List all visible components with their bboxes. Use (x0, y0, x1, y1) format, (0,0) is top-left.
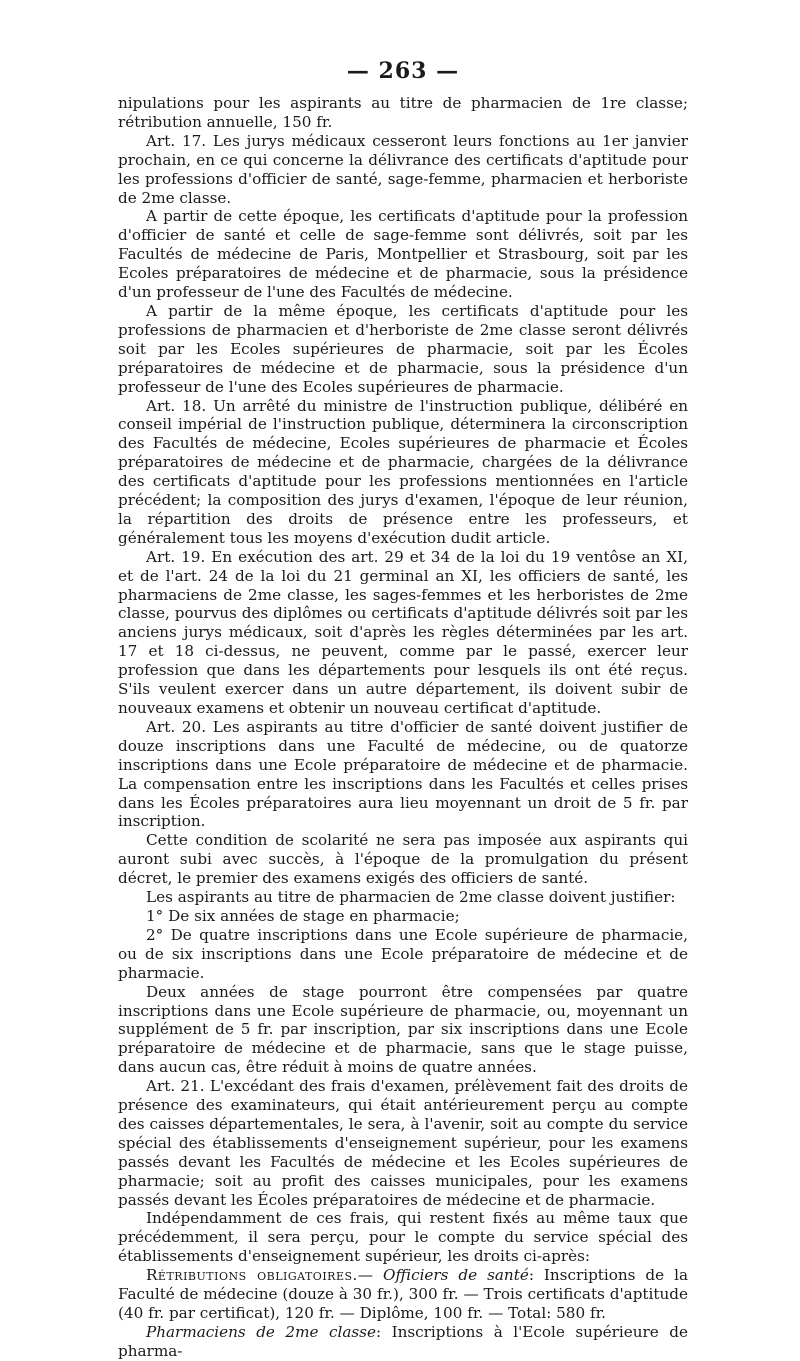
paragraph: 1° De six années de stage en pharmacie; (146, 906, 460, 925)
pharmaciens-text: : Inscriptions à l'Ecole supérieure de pharma- (118, 1322, 689, 1360)
body-text (118, 94, 688, 1361)
paragraph: nipulations pour les aspirants au titre de pharmacien de 1re classe; rétribution annuelle, 150 fr. (118, 94, 688, 131)
paragraph: Deux années de stage pourront être compensées par quatre inscriptions dans une Ecole supérieure de pharmacie, ou, moyennant un supplément de 5 fr. par inscription, par six inscriptions dans une Ecole préparatoire de médecine et de pharmacie, sans que le stage puisse, dans aucun cas, être réduit à moins de quatre années. (118, 982, 688, 1077)
retributions-paragraph (118, 1266, 688, 1323)
paragraph: A partir de la même époque, les certificats d'aptitude pour les professions de pharmacien et d'herboriste de 2me classe seront délivrés soit par les Ecoles supérieures de pharmacie, soit par les Écoles préparatoires de médecine et de pharmacie, sous la présidence d'un professeur de l'une des Ecoles supérieures de pharmacie. (118, 301, 688, 396)
pharmaciens-label: Pharmaciens de 2me classe (146, 1322, 376, 1341)
paragraph: Art. 18. Un arrêté du ministre de l'instruction publique, délibéré en conseil impérial de l'instruction publique, déterminera la circonscription des Facultés de médecine, Ecoles supérieures de pharmacie et Écoles préparatoires de médecine et de pharmacie, chargées de la délivrance des certificats d'aptitude pour les professions mentionnées en l'article précédent; la composition des jurys d'examen, l'époque de leur réunion, la répartition des droits de présence entre les professeurs, et généralement tous les moyens d'exécution dudit article. (118, 396, 688, 547)
paragraph: Art. 21. L'excédant des frais d'examen, prélèvement fait des droits de présence des examinateurs, qui était antérieurement perçu au compte des caisses départementales, le sera, à l'avenir, soit au compte du service spécial des établissements d'enseignement supérieur, pour les examens passés devant les Facultés de médecine et les Ecoles supérieures de pharmacie; soit au profit des caisses municipales, pour les examens passés devant les Écoles préparatoires de médecine et de pharmacie. (118, 1077, 688, 1209)
page-number: — 263 — (346, 58, 460, 84)
paragraph: Les aspirants au titre de pharmacien de 2me classe doivent justifier: (146, 888, 676, 907)
paragraph: Art. 19. En exécution des art. 29 et 34 de la loi du 19 ventôse an XI, et de l'art. 24 de la loi du 21 germinal an XI, les officiers de santé, les pharmaciens de 2me classe, les sages-femmes et les herboristes de 2me classe, pourvus des diplômes ou certificats d'aptitude délivrés soit par les anciens jurys médicaux, soit d'après les règles déterminées par les art. 17 et 18 ci-dessus, ne peuvent, comme par le passé, exercer leur profession que dans les départements pour lesquels ils ont été reçus. S'ils veulent exercer dans un autre département, ils doivent subir de nouveaux examens et obtenir un nouveau certificat d'aptitude. (118, 547, 688, 717)
pharmaciens-paragraph (118, 1323, 688, 1361)
retributions-dash: — (357, 1266, 383, 1285)
paragraph: Cette condition de scolarité ne sera pas imposée aux aspirants qui auront subi avec succès, à l'époque de la promulgation du présent décret, le premier des examens exigés des officiers de santé. (118, 831, 688, 888)
officiers-label: Officiers de santé (383, 1266, 529, 1285)
paragraph: Art. 20. Les aspirants au titre d'officier de santé doivent justifier de douze inscriptions dans une Faculté de médecine, ou de quatorze inscriptions dans une Ecole préparatoire de médecine et de pharmacie. La compensation entre les inscriptions dans les Facultés et celles prises dans les Écoles préparatoires aura lieu moyennant un droit de 5 fr. par inscription. (118, 717, 688, 831)
retributions-label: Rétributions obligatoires. (146, 1266, 358, 1285)
paragraph: Indépendamment de ces frais, qui restent fixés au même taux que précédemment, il sera perçu, pour le compte du service spécial des établissements d'enseignement supérieur, les droits ci-après: (118, 1209, 688, 1266)
paragraph: A partir de cette époque, les certificats d'aptitude pour la profession d'officier de santé et celle de sage-femme sont délivrés, soit par les Facultés de médecine de Paris, Montpellier et Strasbourg, soit par les Ecoles préparatoires de médecine et de pharmacie, sous la présidence d'un professeur de l'une des Facultés de médecine. (118, 207, 688, 302)
officiers-text: : Inscriptions de la Faculté de médecine (douze à 30 fr.), 300 fr. — Trois certificats d'aptitude (40 fr. par certificat), 120 fr. — Diplôme, 100 fr. — Total: 580 fr. (118, 1266, 689, 1322)
paragraph: 2° De quatre inscriptions dans une Ecole supérieure de pharmacie, ou de six inscriptions dans une Ecole préparatoire de médecine et de pharmacie. (118, 925, 688, 982)
paragraph: Art. 17. Les jurys médicaux cesseront leurs fonctions au 1er janvier prochain, en ce qui concerne la délivrance des certificats d'aptitude pour les professions d'officier de santé, sage-femme, pharmacien et herboriste de 2me classe. (118, 131, 688, 207)
